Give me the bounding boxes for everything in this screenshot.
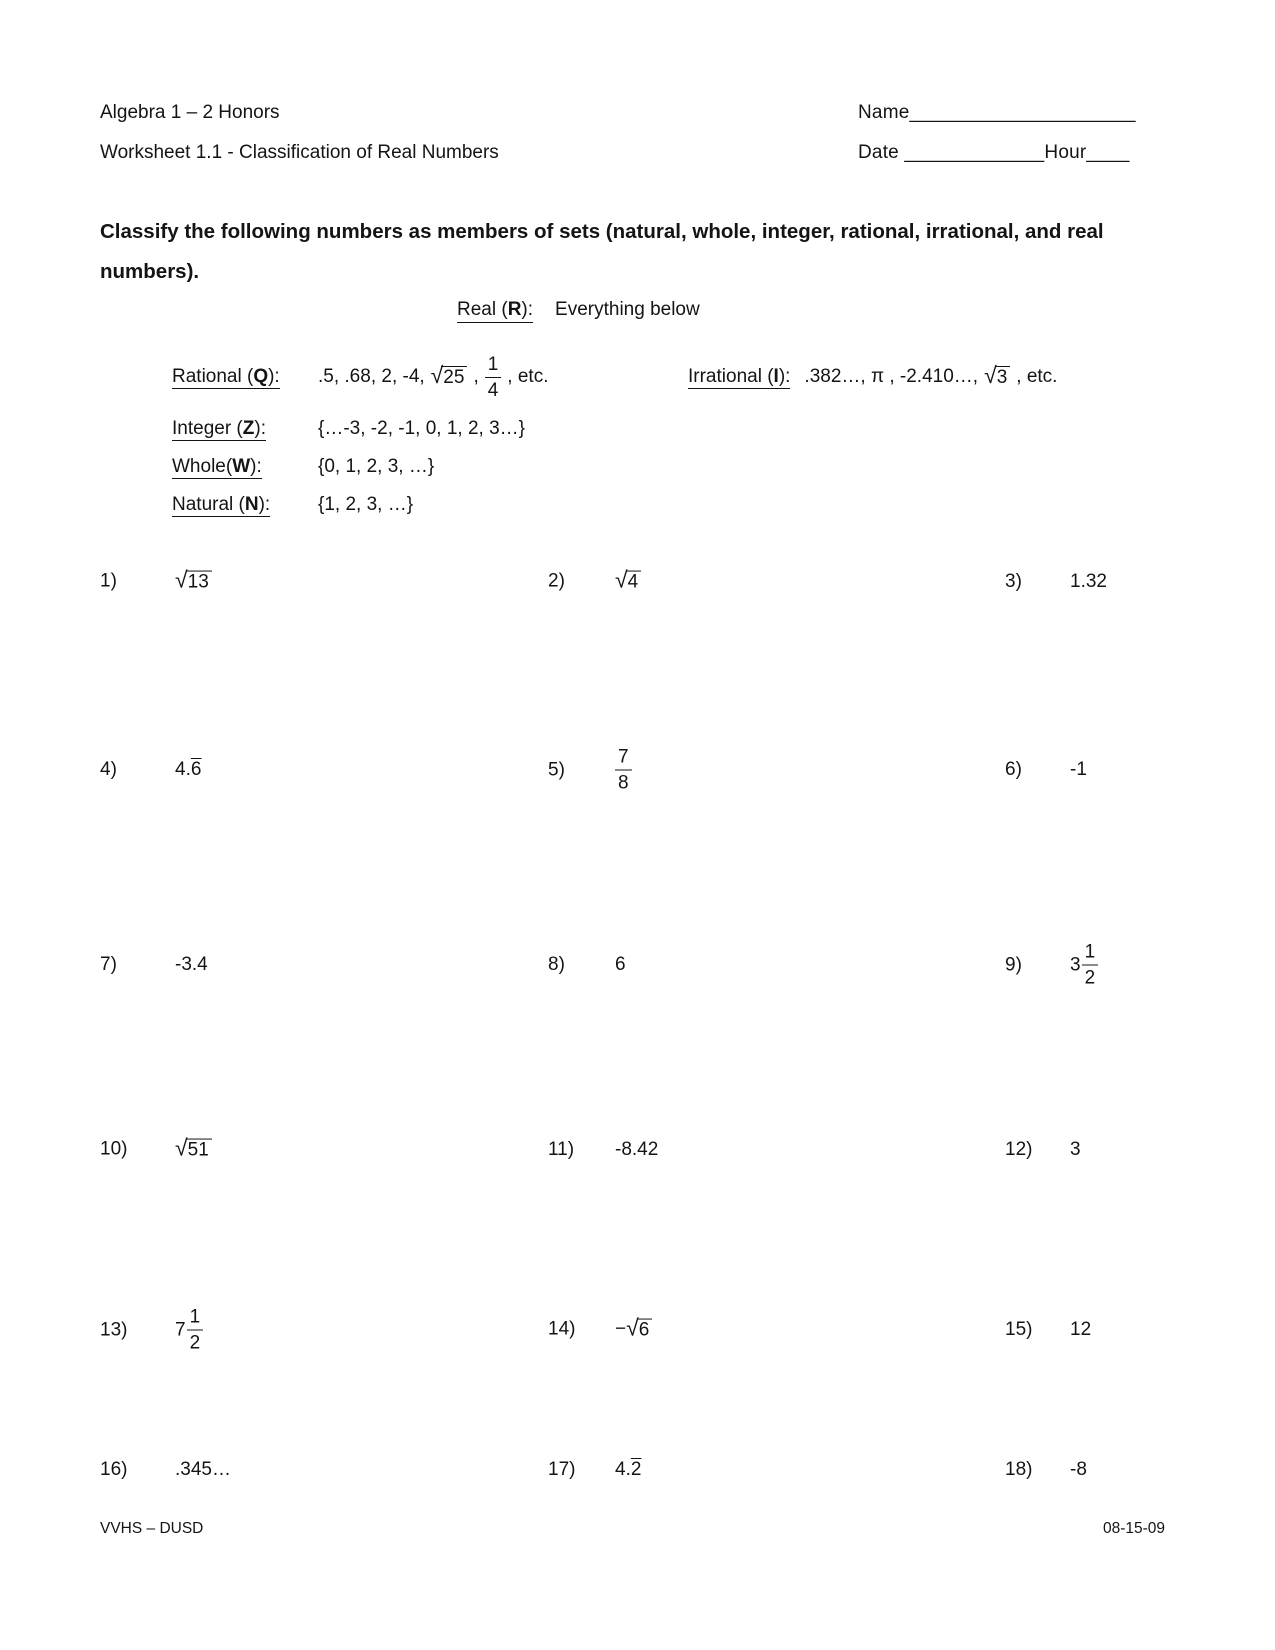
fraction-numerator: 1: [1084, 941, 1096, 963]
problem-cell: [1005, 1319, 1091, 1341]
key-real-letter: R: [507, 299, 522, 320]
footer-school: VVHS – DUSD: [100, 1520, 204, 1537]
problem-value: 3: [1070, 1139, 1081, 1160]
repeating-decimal: [615, 1459, 641, 1481]
problem-value: -1: [1070, 759, 1087, 780]
key-integer-value: {…-3, -2, -1, 0, 1, 2, 3…}: [318, 418, 525, 439]
problem-cell: [100, 1134, 212, 1162]
key-whole-value: {0, 1, 2, 3, …}: [318, 456, 435, 477]
radicand: 3: [995, 366, 1011, 389]
problem-value: -3.4: [175, 954, 208, 975]
problem-number: 1): [100, 570, 117, 592]
mixed-whole: 7: [175, 1319, 186, 1340]
radicand: 6: [637, 1319, 653, 1342]
radicand: 4: [626, 571, 642, 594]
radicand: 51: [186, 1139, 212, 1162]
radical-sign-icon: √: [175, 566, 188, 593]
key-whole: [172, 456, 434, 478]
radical-sign-icon: √: [626, 1314, 639, 1341]
problem-number: 10): [100, 1138, 128, 1160]
problem-value: -8.42: [615, 1139, 659, 1160]
key-irrational-label-post: ):: [778, 366, 791, 387]
key-integer-label-pre: Integer (: [172, 418, 243, 439]
problem-number: 4): [100, 759, 117, 780]
fraction-denominator: 8: [615, 770, 632, 793]
problem-cell: [100, 566, 212, 594]
problem-cell: [100, 954, 208, 976]
problem-cell: [548, 1139, 658, 1161]
key-integer: [172, 418, 525, 440]
key-natural-label: [172, 494, 318, 516]
problem-cell: [1005, 1139, 1081, 1161]
problem-cell: [100, 1308, 203, 1353]
key-irrational-values-post: , etc.: [1016, 365, 1058, 387]
mixed-whole: 3: [1070, 954, 1081, 975]
key-whole-label: [172, 456, 318, 478]
key-natural: [172, 494, 413, 516]
problem-cell: [100, 1459, 231, 1481]
key-irrational-letter: I: [773, 366, 779, 387]
problem-number: 18): [1005, 1459, 1033, 1480]
decimal-prefix: 4.: [175, 759, 191, 780]
mixed-number: [1070, 943, 1098, 988]
date-hour-line: [858, 142, 1129, 164]
problem-cell: [1005, 943, 1098, 988]
decimal-prefix: 4.: [615, 1459, 631, 1480]
key-rational-letter: Q: [253, 366, 269, 387]
problem-number: 3): [1005, 571, 1022, 592]
key-whole-label-post: ):: [250, 456, 262, 477]
key-real: [457, 299, 700, 323]
key-irrational: [688, 352, 1057, 402]
sqrt-radical: [615, 1314, 652, 1342]
hour-label: Hour: [1044, 142, 1087, 163]
separator: ,: [473, 366, 479, 387]
key-integer-label-post: ):: [254, 418, 266, 439]
key-natural-label-post: ):: [258, 494, 271, 515]
key-rational-label-pre: Rational (: [172, 366, 254, 387]
fraction-numerator: 1: [487, 353, 499, 375]
key-integer-letter: Z: [242, 418, 255, 439]
footer-date: 08-15-09: [1103, 1520, 1166, 1537]
key-rational-values-pre: .5, .68, 2, -4,: [318, 366, 425, 387]
fraction-denominator: 4: [485, 377, 502, 400]
problem-number: 17): [548, 1459, 576, 1480]
radical-sign-icon: √: [615, 566, 628, 593]
key-real-label-post: ):: [521, 299, 534, 320]
problem-number: 5): [548, 759, 565, 780]
problem-cell: [1005, 1459, 1087, 1481]
repeating-decimal: [175, 759, 201, 781]
key-irrational-values: [804, 361, 1058, 389]
fraction: [1082, 943, 1099, 988]
sqrt-radical: [175, 566, 212, 594]
problem-number: 11): [548, 1139, 575, 1160]
name-line: [858, 102, 1136, 124]
problem-cell: [1005, 571, 1107, 593]
fraction: [615, 748, 632, 793]
date-blank[interactable]: _____________: [904, 142, 1045, 163]
fraction-numerator: 7: [618, 746, 629, 768]
sqrt-radical: [615, 566, 641, 594]
name-blank[interactable]: _____________________: [909, 102, 1136, 123]
problem-number: 9): [1005, 954, 1022, 975]
problem-cell: [548, 954, 626, 976]
key-real-value: Everything below: [555, 299, 700, 320]
problem-number: 8): [548, 954, 565, 975]
fraction: [187, 1308, 204, 1353]
key-real-label: [457, 299, 533, 323]
key-real-label-pre: Real (: [457, 299, 508, 320]
worksheet-title: Worksheet 1.1 - Classification of Real Numbers: [100, 142, 499, 163]
problem-cell: [548, 1314, 652, 1342]
fraction-denominator: 2: [187, 1330, 204, 1353]
instructions: Classify the following numbers as members of sets (natural, whole, integer, rational, irrational, and real numbers).: [100, 220, 1104, 283]
problem-number: 2): [548, 570, 565, 592]
problem-cell: [548, 748, 632, 793]
problem-number: 15): [1005, 1319, 1033, 1340]
key-rational-values-post: , etc.: [507, 366, 549, 387]
radicand: 25: [441, 366, 467, 389]
problem-number: 16): [100, 1459, 128, 1480]
problem-cell: [100, 759, 201, 781]
name-label: Name: [858, 102, 910, 123]
sqrt-radical: [984, 361, 1010, 389]
problem-value: -8: [1070, 1459, 1087, 1480]
repeated-digit: 6: [190, 759, 202, 780]
radicand: 13: [186, 571, 212, 594]
key-irrational-values-pre: .382…, π , -2.410…,: [804, 365, 979, 387]
key-irrational-label-pre: Irrational (: [688, 366, 774, 387]
problem-number: 12): [1005, 1139, 1033, 1160]
problem-value: 6: [615, 954, 626, 975]
problem-cell: [1005, 759, 1087, 781]
problem-value: 12: [1070, 1319, 1092, 1340]
problem-number: 7): [100, 954, 117, 975]
fraction: [485, 355, 502, 400]
key-rational-label: [172, 366, 318, 388]
mixed-number: [175, 1308, 203, 1353]
problem-cell: [548, 566, 641, 594]
radical-sign-icon: √: [430, 361, 444, 388]
key-whole-letter: W: [232, 456, 251, 477]
date-label: Date: [858, 142, 905, 163]
problem-value: 1.32: [1070, 571, 1107, 592]
problem-value: .345…: [175, 1459, 231, 1480]
key-rational: [172, 352, 548, 402]
sqrt-radical: [175, 1134, 212, 1162]
radical-sign-icon: √: [175, 1134, 188, 1161]
problem-number: 6): [1005, 759, 1022, 780]
key-rational-values: [318, 355, 548, 400]
key-natural-value: {1, 2, 3, …}: [318, 494, 414, 515]
course-title: Algebra 1 – 2 Honors: [100, 102, 280, 123]
fraction-denominator: 2: [1082, 965, 1099, 988]
radical-sign-icon: √: [984, 361, 997, 388]
hour-blank[interactable]: ____: [1086, 142, 1130, 163]
sqrt-radical: [430, 361, 468, 389]
problem-cell: [548, 1459, 641, 1481]
key-whole-label-pre: Whole(: [172, 456, 233, 477]
problem-number: 13): [100, 1319, 128, 1340]
key-rational-label-post: ):: [268, 366, 280, 387]
problem-number: 14): [548, 1318, 576, 1340]
key-integer-label: [172, 418, 318, 440]
key-natural-letter: N: [244, 494, 259, 515]
key-natural-label-pre: Natural (: [172, 494, 245, 515]
key-irrational-label: [688, 366, 790, 388]
fraction-numerator: 1: [189, 1306, 201, 1328]
minus-sign: −: [615, 1318, 627, 1340]
repeated-digit: 2: [630, 1459, 642, 1480]
